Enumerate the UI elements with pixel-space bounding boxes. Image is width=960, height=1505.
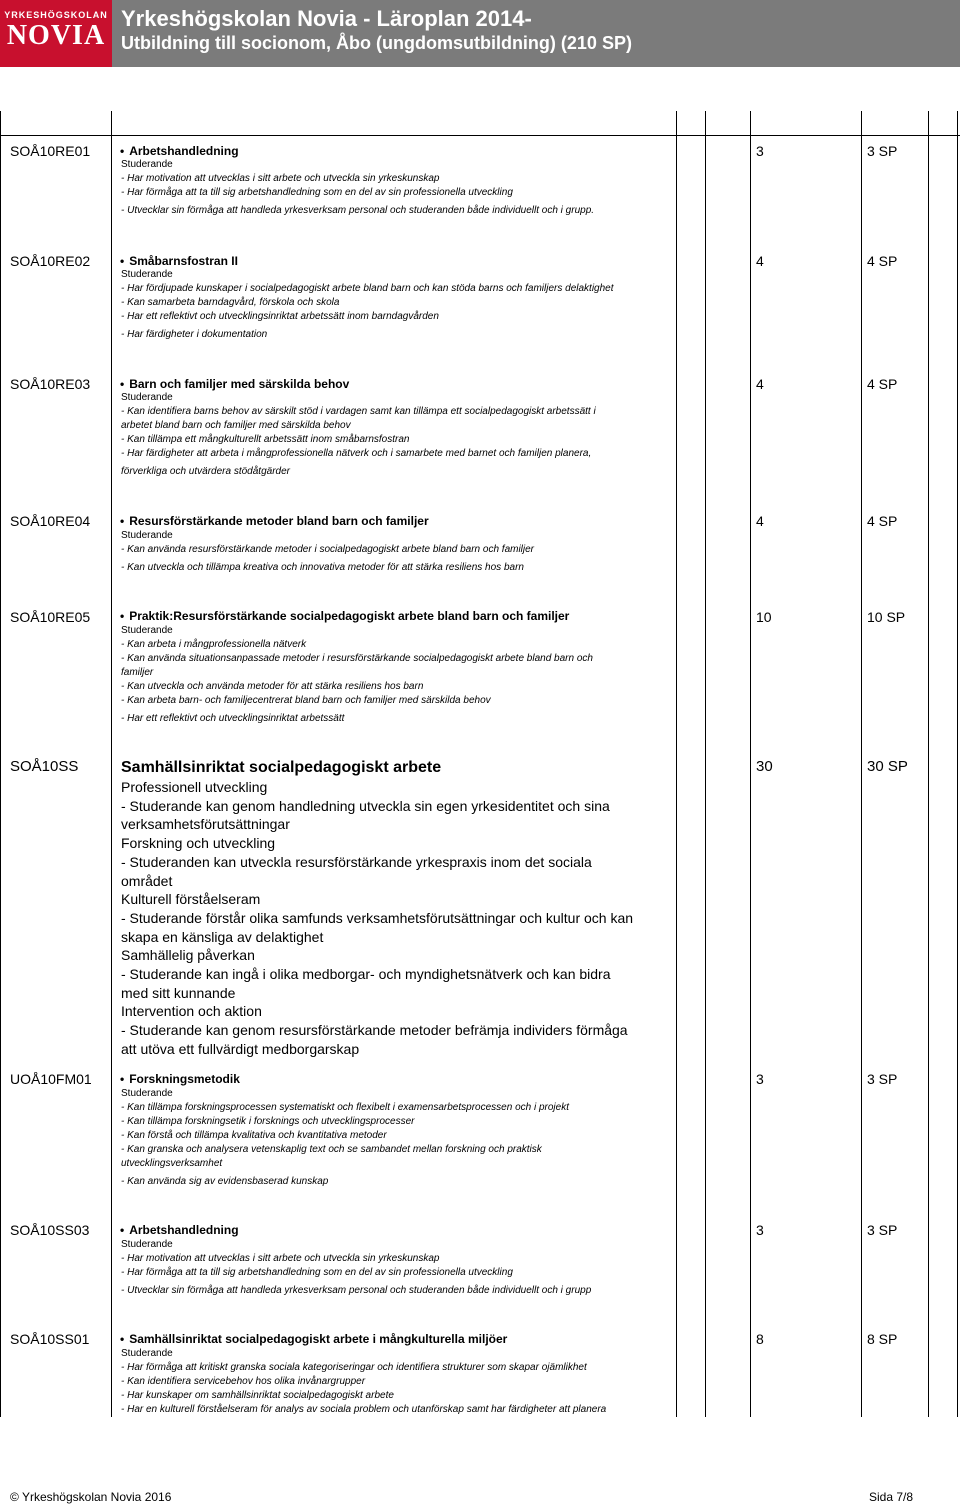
column-divider: [705, 111, 706, 1417]
course-title: • Småbarnsfostran II: [120, 254, 238, 268]
outcome-line: - Kan arbeta i mångprofessionella nätverk: [121, 639, 307, 650]
outcome-line: Studerande: [121, 269, 173, 280]
document-subtitle: Utbildning till socionom, Åbo (ungdomsutbildning) (210 SP): [121, 33, 632, 53]
outcome-line: - Studerande kan genom handledning utveckla sin egen yrkesidentitet och sina: [121, 797, 610, 814]
outcome-line: - Kan identifiera barns behov av särskilt stöd i vardagen samt kan tillämpa ett socialpedagogiskt arbetssätt i: [121, 406, 596, 417]
credits-value: 4: [756, 253, 764, 269]
document-title: Yrkeshögskolan Novia - Läroplan 2014-: [121, 6, 532, 31]
course-outcomes: [121, 529, 534, 575]
outcome-line: Studerande: [121, 1239, 173, 1250]
course-title: • Arbetshandledning: [120, 144, 239, 158]
course-outcomes: [121, 268, 614, 342]
outcome-line: - Har färdigheter i dokumentation: [121, 329, 268, 340]
outcome-line: familjer: [121, 667, 154, 678]
outcome-line: Studerande: [121, 530, 173, 541]
outcome-line: området: [121, 872, 173, 889]
outcome-line: förverkliga och utvärdera stödåtgärder: [121, 466, 290, 477]
logo-big-text: NOVIA: [6, 20, 106, 51]
course-outcomes: [121, 758, 681, 1059]
novia-logo: [0, 0, 112, 67]
course-title: • Praktik:Resursförstärkande socialpedagogiskt arbete bland barn och familjer: [120, 609, 569, 623]
outcome-line: - Studerande förstår olika samfunds verksamhetsförutsättningar och kultur och kan: [121, 909, 634, 926]
outcome-line: med sitt kunnande: [121, 984, 236, 1001]
credits-value: 3: [756, 143, 764, 159]
course-code: SOÅ10SS03: [10, 1222, 90, 1238]
credits-value: 4: [756, 513, 764, 529]
credits-value: 10: [756, 609, 772, 625]
outcome-line: utvecklingsverksamhet: [121, 1158, 223, 1169]
outcome-line: Studerande: [121, 392, 173, 403]
outcome-line: - Studerande kan genom resursförstärkande metoder befrämja individers förmåga: [121, 1022, 628, 1039]
outcome-line: - Kan arbeta barn- och familjecentrerat bland barn och familjer med särskilda behov: [121, 695, 491, 706]
outcome-line: - Utvecklar sin förmåga att handleda yrkesverksam personal och studeranden både individuellt och i grupp: [121, 1285, 592, 1296]
column-divider: [750, 111, 751, 1417]
outcome-line: - Har förmåga att kritiskt granska sociala kategoriseringar och identifiera strukturer som skapar ojämlikhet: [121, 1362, 587, 1373]
course-outcomes: [121, 1238, 591, 1298]
outcome-line: - Kan identifiera servicebehov hos olika invånargrupper: [121, 1376, 366, 1387]
course-code: SOÅ10RE02: [10, 253, 91, 269]
outcome-line: Studerande: [121, 625, 173, 636]
credits-sp: 4 SP: [867, 253, 898, 269]
outcome-line: - Har ett reflektivt och utvecklingsinriktat arbetssätt: [121, 713, 345, 724]
column-divider: [0, 111, 1, 1417]
column-divider: [957, 111, 958, 1417]
outcome-line: - Kan förstå och tillämpa kvalitativa och kvantitativa metoder: [121, 1130, 387, 1141]
course-title: Samhällsinriktat socialpedagogiskt arbete: [121, 759, 442, 776]
credits-value: 4: [756, 376, 764, 392]
course-outcomes: [121, 1087, 569, 1189]
outcome-line: - Kan utveckla och använda metoder för att stärka resiliens hos barn: [121, 681, 424, 692]
credits-value: 3: [756, 1071, 764, 1087]
course-code: SOÅ10RE05: [10, 609, 91, 625]
course-code: SOÅ10RE01: [10, 143, 91, 159]
footer-copyright: © Yrkeshögskolan Novia 2016: [10, 1490, 172, 1504]
outcome-line: - Har förmåga att ta till sig arbetshandledning som en del av sin professionella utveckling: [121, 1267, 513, 1278]
outcome-line: - Studerande kan ingå i olika medborgar- och myndighetsnätverk och kan bidra: [121, 966, 611, 983]
credits-sp: 30 SP: [867, 758, 908, 775]
outcome-line: - Kan utveckla och tillämpa kreativa och innovativa metoder för att stärka resiliens hos barn: [121, 562, 524, 573]
outcome-line: att utöva ett fullvärdigt medborgarskap: [121, 1040, 360, 1057]
course-title: • Barn och familjer med särskilda behov: [120, 377, 349, 391]
outcome-line: Professionell utveckling: [121, 779, 268, 795]
outcome-line: verksamhetsförutsättningar: [121, 816, 290, 833]
outcome-line: Studerande: [121, 159, 173, 170]
course-outcomes: [121, 158, 594, 218]
outcome-line: - Kan använda situationsanpassade metoder i resursförstärkande socialpedagogiskt arbete bland barn och: [121, 653, 593, 664]
outcome-line: - Kan tillämpa forskningsetik i forsknings och utvecklingsprocesser: [121, 1116, 415, 1127]
column-divider: [928, 111, 929, 1417]
outcome-line: - Kan använda resursförstärkande metoder i socialpedagogiskt arbete bland barn och familjer: [121, 544, 535, 555]
credits-sp: 8 SP: [867, 1331, 898, 1347]
course-code: SOÅ10SS01: [10, 1331, 90, 1347]
outcome-line: - Har ett reflektivt och utvecklingsinriktat arbetssätt inom barndagvården: [121, 311, 439, 322]
outcome-line: Intervention och aktion: [121, 1003, 262, 1020]
outcome-line: - Kan tillämpa forskningsprocessen systematiskt och flexibelt i examensarbetsprocessen och i projekt: [121, 1102, 569, 1113]
outcome-line: Studerande: [121, 1348, 173, 1359]
course-title: • Resursförstärkande metoder bland barn och familjer: [120, 514, 429, 528]
course-code: SOÅ10RE04: [10, 513, 91, 529]
course-title: • Samhällsinriktat socialpedagogiskt arbete i mångkulturella miljöer: [120, 1332, 507, 1346]
outcome-line: Forskning och utveckling: [121, 835, 276, 852]
logo-small-text: YRKESHÖGSKOLAN: [4, 10, 108, 20]
course-title: • Arbetshandledning: [120, 1223, 239, 1237]
course-code: SOÅ10SS: [10, 758, 79, 775]
outcome-line: skapa en känsliga av delaktighet: [121, 928, 324, 945]
outcome-line: Samhällelig påverkan: [121, 947, 255, 964]
credits-sp: 3 SP: [867, 143, 898, 159]
credits-sp: 3 SP: [867, 1071, 898, 1087]
outcome-line: - Kan tillämpa ett mångkulturellt arbetssätt inom småbarnsfostran: [121, 434, 410, 445]
outcome-line: - Har fördjupade kunskaper i socialpedagogiskt arbete bland barn och kan stöda barns och familjers delaktighet: [121, 283, 614, 294]
credits-sp: 4 SP: [867, 513, 898, 529]
outcome-line: - Kan använda sig av evidensbaserad kunskap: [121, 1176, 329, 1187]
outcome-line: - Studeranden kan utveckla resursförstärkande yrkespraxis inom det sociala: [121, 853, 592, 870]
outcome-line: - Kan samarbeta barndagvård, förskola och skola: [121, 297, 340, 308]
course-outcomes: [121, 624, 593, 726]
course-code: SOÅ10RE03: [10, 376, 91, 392]
course-outcomes: [121, 391, 596, 479]
page-header: [0, 0, 960, 67]
outcome-line: - Har motivation att utvecklas i sitt arbete och utveckla sin yrkeskunskap: [121, 173, 440, 184]
footer-page-number: Sida 7/8: [869, 1490, 914, 1504]
credits-sp: 4 SP: [867, 376, 898, 392]
outcome-line: - Har motivation att utvecklas i sitt arbete och utveckla sin yrkeskunskap: [121, 1253, 440, 1264]
outcome-line: - Har färdigheter att arbeta i mångprofessionella nätverk och i samarbete med barnet och familjen planera,: [121, 448, 592, 459]
credits-sp: 10 SP: [867, 609, 906, 625]
table-top-border: [0, 135, 960, 136]
credits-value: 3: [756, 1222, 764, 1238]
outcome-line: - Utvecklar sin förmåga att handleda yrkesverksam personal och studeranden både individuellt och i grupp.: [121, 205, 595, 216]
outcome-line: Studerande: [121, 1088, 173, 1099]
outcome-line: - Har förmåga att ta till sig arbetshandledning som en del av sin professionella utveckling: [121, 187, 513, 198]
outcome-line: - Har en kulturell förståelseram för analys av sociala problem och utanförskap samt har färdigheter att planera: [121, 1404, 607, 1415]
course-code: UOÅ10FM01: [10, 1071, 92, 1087]
credits-value: 8: [756, 1331, 764, 1347]
credits-sp: 3 SP: [867, 1222, 898, 1238]
outcome-line: Kulturell förståelseram: [121, 891, 261, 908]
course-outcomes: [121, 1347, 606, 1417]
credits-value: 30: [756, 758, 773, 775]
outcome-line: - Kan granska och analysera vetenskaplig text och se sambandet mellan forskning och praktisk: [121, 1144, 542, 1155]
column-divider: [111, 111, 112, 1417]
outcome-line: arbetet bland barn och familjer med särskilda behov: [121, 420, 351, 431]
outcome-line: - Har kunskaper om samhällsinriktat socialpedagogiskt arbete: [121, 1390, 394, 1401]
column-divider: [861, 111, 862, 1417]
course-title: • Forskningsmetodik: [120, 1072, 240, 1086]
